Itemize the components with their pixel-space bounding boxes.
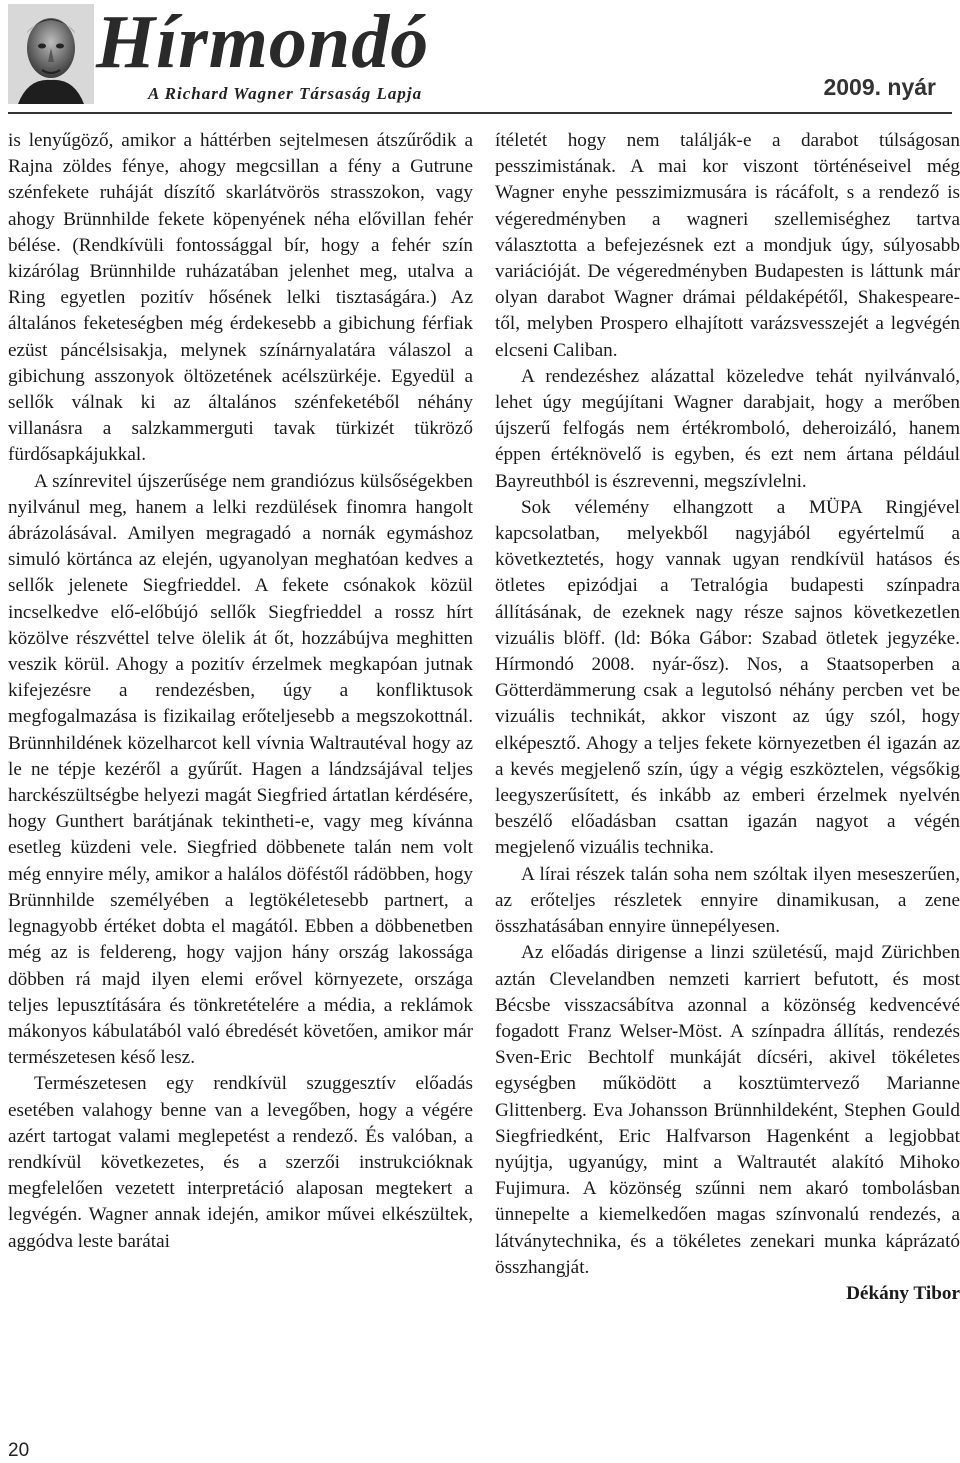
page-number: 20 bbox=[8, 1440, 30, 1461]
paragraph: is lenyűgöző, amikor a háttérben sejtelmesen átszűrődik a Rajna zöldes fénye, ahogy megcsillan a fény a Gutrune szénfekete ruháját díszítő skarlátvörös strasszokon, vagy ahogy Brünnhilde fekete köpenyének néha elővillan fehér bélése. (Rendkívüli fontossággal bír, hogy a fehér szín kizárólag Brünnhilde ruházatában jelenhet meg, utalva a Ring egyetlen pozitív hősének lelki tisztaságára.) Az általános feketeségben még érdekesebb a gibichung férfiak ezüst páncélsisakja, melynek színárnyalatára válaszol a gibichung asszonyok öltözetének acélszürkéje. Egyedül a sellők válnak ki az általános szénfeketéből néhány villanásra a salzkammerguti tavak türkizét tükröző fürdősapkájukkal. bbox=[8, 130, 473, 466]
paragraph: Természetesen egy rendkívül szuggesztív előadás esetében valahogy benne van a levegőben, hogy a végére azért tartogat valami meglepetést a rendező. És valóban, a rendkívül következetes, és a szerzői instrukcióknak megfelelően vezetett interpretáció alaposan megtekert a legvégén. Wagner annak idején, amikor művei elkészültek, aggódva leste barátai bbox=[8, 1073, 473, 1252]
paragraph: Sok vélemény elhangzott a MÜPA Ringjével kapcsolatban, melyekből nagyjából egyértelmű a következtetés, hogy vannak ugyan rendkívül hatásos és ötletes epizódjai a Tetralógia budapesti színpadra állításának, de ezeknek nagy része sajnos következetlen vizuális blöff. (ld: Bóka Gábor: Szabad ötletek jegyzéke. Hírmondó 2008. nyár-ősz). Nos, a Staatsoperben a Götterdämmerung csak a legutolsó néhány percben vet be vizuális technikát, akkor viszont az úgy szól, hogy elképesztő. Ahogy a teljes fekete környezetben él igazán az a kevés megjelenő szín, úgy a végig eszköztelen, végsőkig leegyszerűsített, és inkább az emberi érzelmek nyelvén beszélő előadásban csattan igazán nagyot a végén megjelenő vizuális technika. bbox=[495, 496, 960, 859]
page-header bbox=[0, 0, 960, 110]
paragraph: A színrevitel újszerűsége nem grandiózus külsőségekben nyilvánul meg, hanem a lelki rezdülések finomra hangolt ábrázolásával. Amilyen megragadó a nornák egymáshoz simuló körtánca az elején, ugyanolyan meghatóan kedves a sellők jelenete Siegfrieddel. A fekete csónakok közül incselkedve elő-előbújó sellők Siegfrieddel a rossz hírt közölve részvéttel telve ölelik át őt, hozzábújva meghitten veszik körül. Ahogy a pozitív érzelmek megkapóan jutnak kifejezésre a rendezésben, úgy a konfliktusok megfogalmazása is fizikailag erőteljesebb a megszokottnál. Brünnhildének közelharcot kell vívnia Waltrautéval hogy az le ne tépje kezéről a gyűrűt. Hagen a lándzsájával teljes harckészültségbe helyezi magát Siegfried ártatlan kérdésére, hogy Gunthert barátjának tekintheti-e, vagy meg kívánna esetleg küzdeni vele. Siegfried döbbenete talán nem volt még ennyire mély, amikor a halálos döféstől rádöbben, hogy Brünnhilde személyében a legtökéletesebb partnert, a legnagyobb értéket dobta el magától. Ebben a döbbenetben még az is feldereng, hogy vajjon hány ország lakossága döbben rá majd ilyen elemi erővel környezete, országa teljes lepusztítására és tönkretételére a média, a reklámok mákonyos kábulatából való ébredését követően, amikor már természetesen késő lesz. bbox=[8, 470, 473, 1069]
magazine-subtitle: A Richard Wagner Társaság Lapja bbox=[148, 84, 423, 103]
issue-label: 2009. nyár bbox=[823, 74, 936, 100]
paragraph: A rendezéshez alázattal közeledve tehát nyilvánvaló, lehet úgy megújítani Wagner darabjait, hogy a merőben újszerű felfogás nem értékromboló, deheroizáló, hanem éppen értéknövelő is egyben, és ezt nem ártana például Bayreuthból is észrevenni, megszívlelni. bbox=[495, 365, 960, 492]
paragraph: A lírai részek talán soha nem szóltak ilyen meseszerűen, az erőteljes részletek ennyire dinamikusan, a zene összhatásában ennyire ünnepélyesen. bbox=[495, 863, 960, 938]
header-divider bbox=[8, 112, 952, 114]
author-signature: Dékány Tibor bbox=[846, 1282, 960, 1304]
right-column bbox=[495, 128, 960, 1307]
paragraph: ítéletét hogy nem találják-e a darabot túlságosan pesszimistának. A mai kor viszont történéseivel még Wagner enyhe pesszimizmusára is rácáfolt, s a rendező is végeredményben a wagneri szellemiséghez tartva választotta a befejezésnek ezt a mondjuk úgy, súlyosabb variációját. De végeredményben Budapesten is láttunk már olyan darabot Wagner drámai példaképétől, Shakespeare-től, melyben Prospero elhajított varázsvesszejét a legvégén elcseni Caliban. bbox=[495, 130, 960, 361]
left-column bbox=[8, 128, 473, 1255]
wagner-portrait-icon bbox=[8, 4, 94, 104]
magazine-title: Hírmondó bbox=[96, 0, 430, 84]
paragraph: Az előadás dirigense a linzi születésű, majd Zürichben aztán Clevelandben nemzeti karriert befutott, és most Bécsbe visszacsábítva azonnal a közönség kedvencévé fogadott Franz Welser-Möst. A színpadra állítás, rendezés Sven-Eric Bechtolf munkáját dícséri, akivel tökéletes egységben működött a kosztümtervező Marianne Glittenberg. Eva Johansson Brünnhildeként, Stephen Gould Siegfriedként, Eric Halfvarson Hagenként a legjobbat nyújtja, ugyanúgy, mint a Waltrautét alakító Mihoko Fujimura. A közönség szűnni nem akaró tombolásban ünnepelte a kiemelkedően magas színvonalú rendezés, a látványtechnika, és a tökéletes zenekari munka káprázató összhangját. bbox=[495, 942, 960, 1278]
